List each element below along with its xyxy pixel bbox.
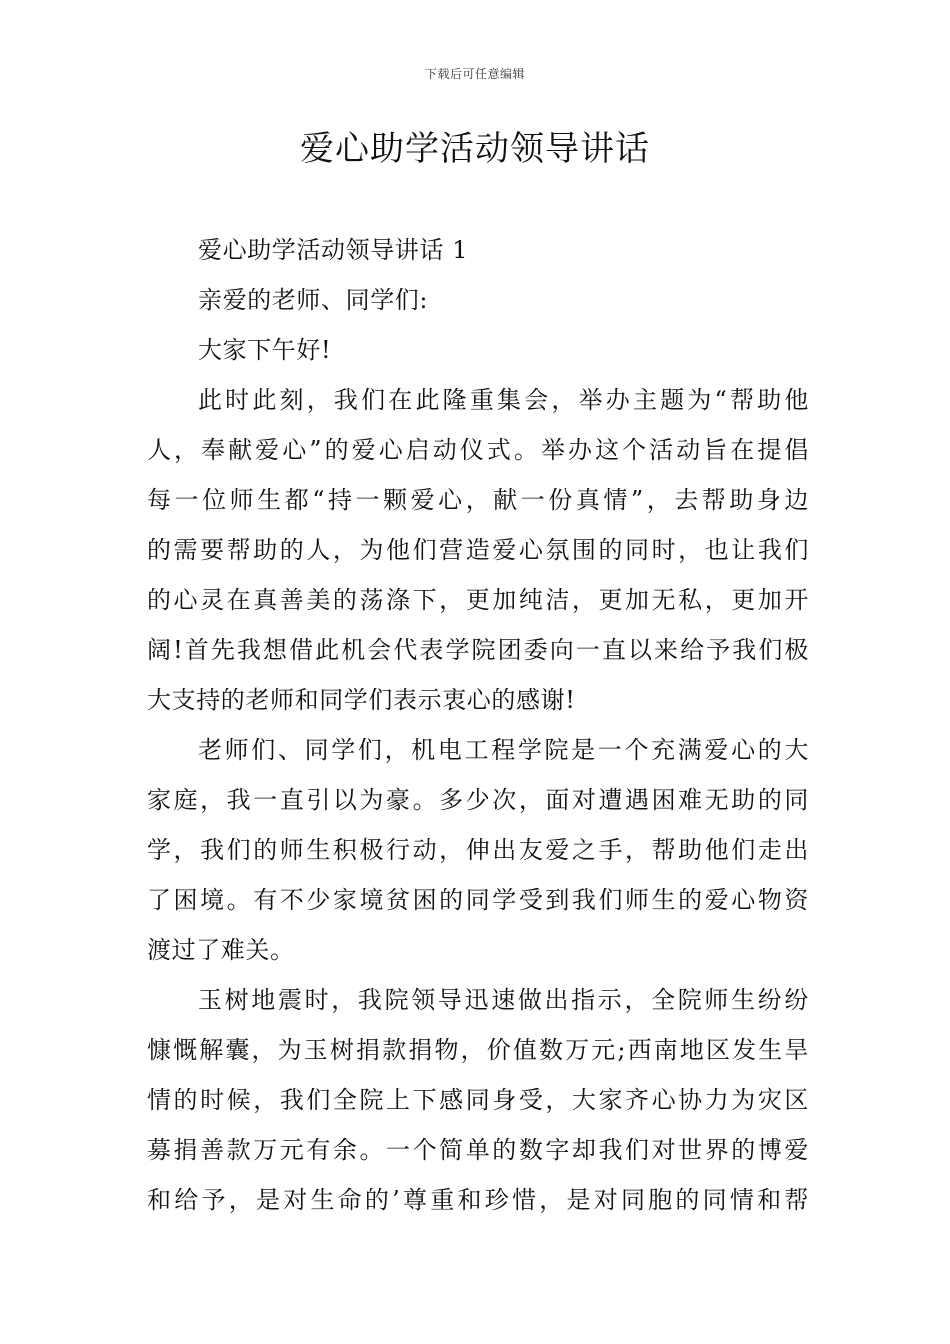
body-line: 的需要帮助的人，为他们营造爱心氛围的同时，也让我们 <box>147 536 809 564</box>
body-line: 阔!首先我想借此机会代表学院团委向一直以来给予我们极 <box>147 636 809 664</box>
body-line: 学，我们的师生积极行动，伸出友爱之手，帮助他们走出 <box>147 836 809 864</box>
body-line: 老师们、同学们，机电工程学院是一个充满爱心的大 <box>198 736 809 764</box>
body-line: 玉树地震时，我院领导迅速做出指示，全院师生纷纷 <box>198 986 809 1014</box>
body-line: 此时此刻，我们在此隆重集会，举办主题为“帮助他 <box>198 386 809 414</box>
document-body <box>147 225 809 1225</box>
body-line: 募捐善款万元有余。一个简单的数字却我们对世界的博爱 <box>147 1136 809 1164</box>
body-line: 爱心助学活动领导讲话 1 <box>198 236 469 264</box>
body-line: 大家下午好! <box>198 336 332 364</box>
body-line: 的心灵在真善美的荡涤下，更加纯洁，更加无私，更加开 <box>147 586 809 614</box>
body-line: 慷慨解囊，为玉树捐款捐物，价值数万元;西南地区发生旱 <box>147 1036 809 1064</box>
header-note: 下载后可任意编辑 <box>424 67 525 81</box>
body-line: 亲爱的老师、同学们: <box>198 286 429 314</box>
body-line: 渡过了难关。 <box>147 936 295 964</box>
body-line: 了困境。有不少家境贫困的同学受到我们师生的爱心物资 <box>147 886 809 914</box>
document-title: 爱心助学活动领导讲话 <box>300 129 650 169</box>
body-line: 和给予，是对生命的’尊重和珍惜，是对同胞的同情和帮 <box>147 1186 809 1214</box>
body-line: 情的时候，我们全院上下感同身受，大家齐心协力为灾区 <box>147 1086 809 1114</box>
body-line: 每一位师生都“持一颗爱心，献一份真情”，去帮助身边 <box>147 486 809 514</box>
body-line: 人，奉献爱心”的爱心启动仪式。举办这个活动旨在提倡 <box>147 436 809 464</box>
body-line: 大支持的老师和同学们表示衷心的感谢! <box>147 686 576 714</box>
body-line: 家庭，我一直引以为豪。多少次，面对遭遇困难无助的同 <box>147 786 809 814</box>
